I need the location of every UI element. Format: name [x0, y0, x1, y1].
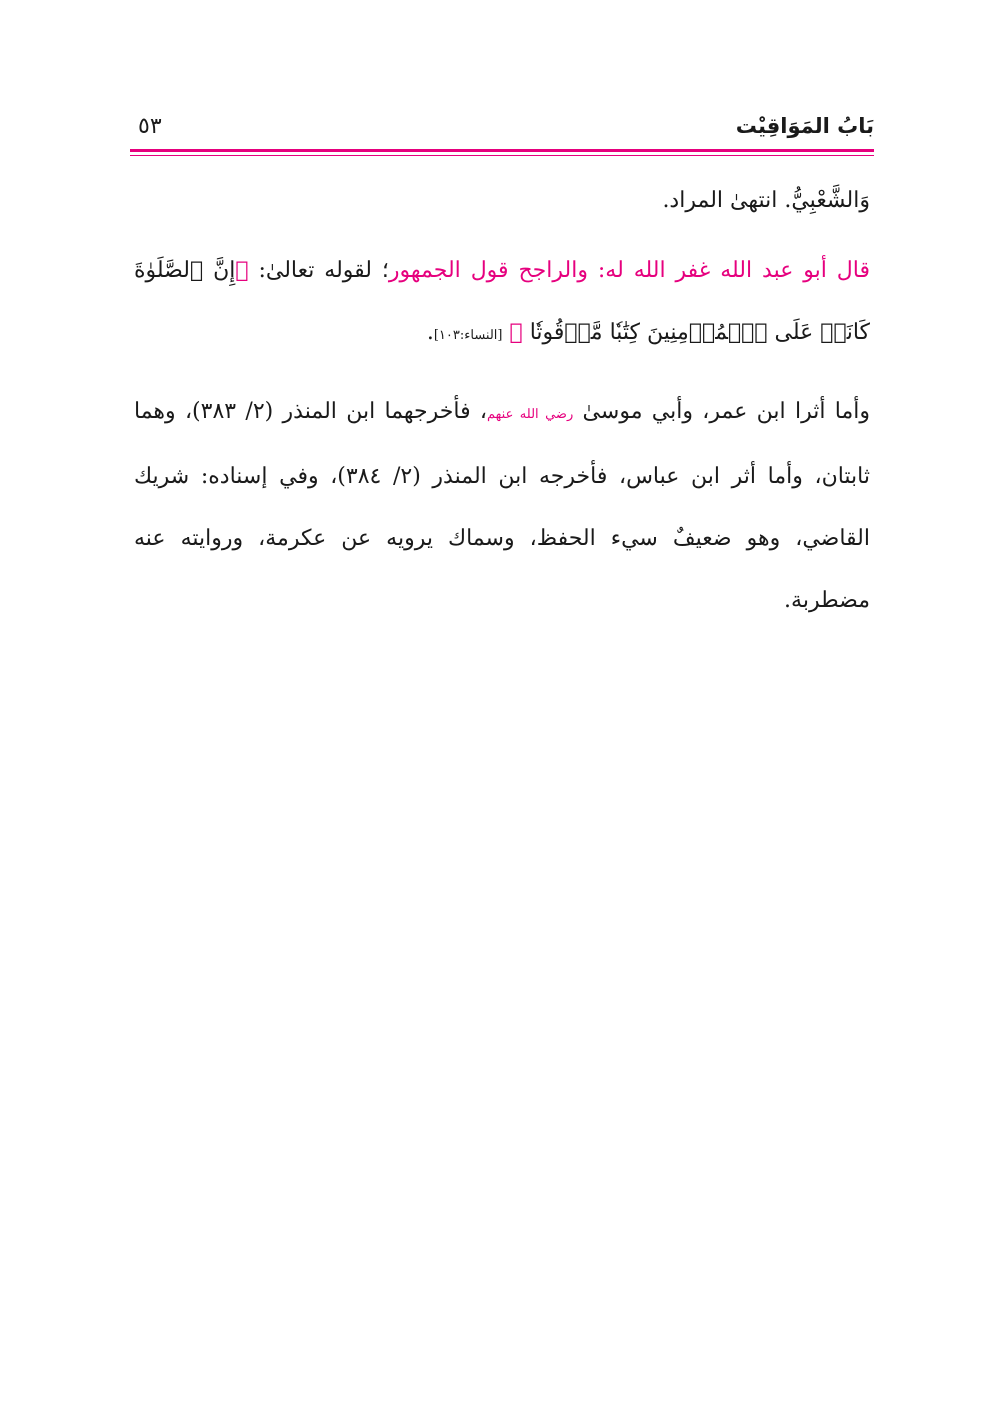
page-body — [134, 170, 870, 632]
verse-reference: [النساء:١٠٣] — [433, 328, 503, 343]
header-rule-thin — [130, 155, 874, 156]
header-rule-thick — [130, 149, 874, 152]
quote-intro: ؛ لقوله تعالىٰ: — [248, 258, 389, 283]
page-number: ٥٣ — [138, 114, 162, 139]
quran-close-bracket: ﴾ — [509, 320, 523, 345]
chapter-title: بَابُ المَوَاقِيْت — [735, 114, 874, 138]
author-opinion: قال أبو عبد الله غفر الله له: والراجح قول الجمهور — [388, 258, 871, 283]
quran-verse: إِنَّ ٱلصَّلَوٰةَ كَانَتۡ عَلَى ٱلۡمُؤۡمِنِينَ كِتَٰبٗا مَّوۡقُوتٗا — [134, 258, 870, 345]
page-header — [130, 108, 874, 152]
paragraph-1: وَالشَّعْبِيُّ. انتهىٰ المراد. — [662, 188, 870, 213]
paragraph-2 — [134, 240, 870, 367]
paragraph-3-part-1: وأما أثرا ابن عمر، وأبي موسىٰ — [573, 399, 870, 424]
paragraph-3 — [134, 381, 870, 632]
paragraph-3-part-2: ، فأخرجهما ابن المنذر (٢/ ٣٨٣)، وهما ثابتان، وأما أثر ابن عباس، فأخرجه ابن المنذر (٢/ ٣٨٤)، وفي إسناده: شريك القاضي، وهو ضعيفٌ سيء الحفظ، وسماك يرويه عن عكرمة، وروايته عنه مضطربة. — [134, 399, 871, 613]
quran-open-bracket: ﴿ — [235, 258, 249, 283]
honorific-mark: رضي الله عنهم — [487, 407, 574, 422]
paragraph-2-end: . — [426, 320, 434, 345]
